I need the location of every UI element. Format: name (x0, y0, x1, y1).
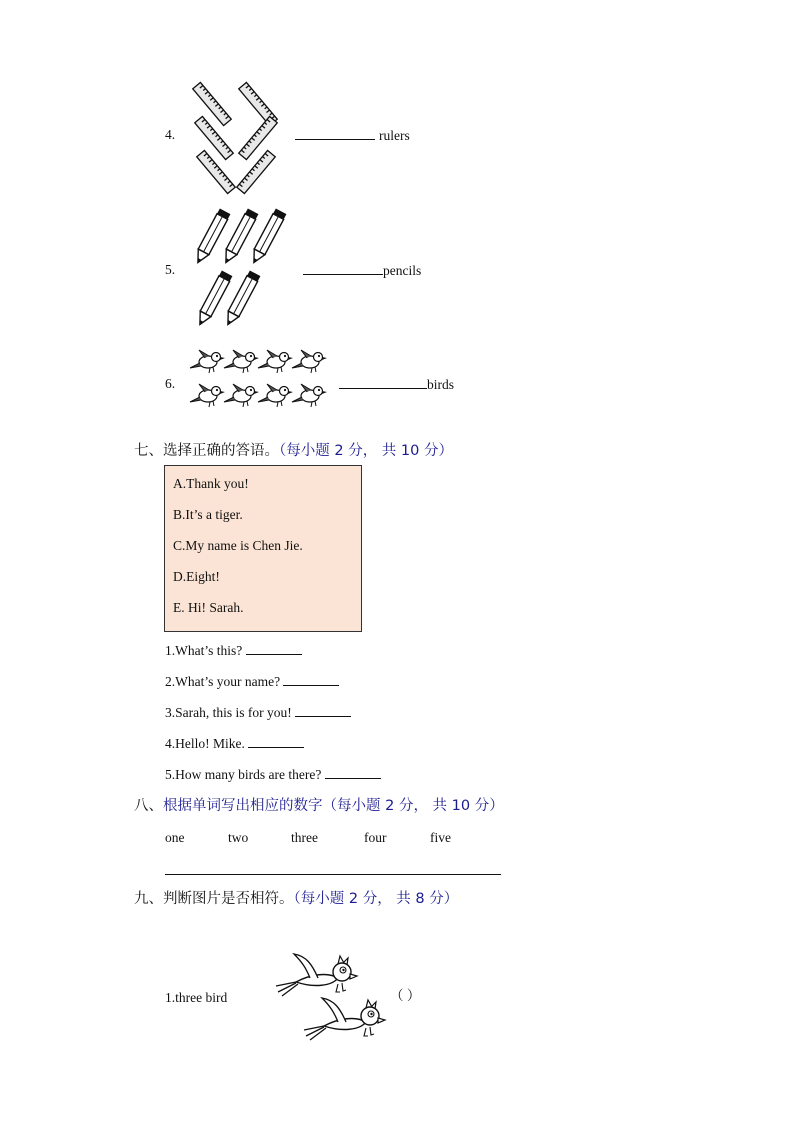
question-5 (165, 766, 381, 783)
section-8-score: （每小题 2 分， 共 10 分） (322, 798, 504, 814)
section-9-number: 九、 (134, 891, 163, 907)
section-9-title: 判断图片是否相符。 (163, 891, 294, 907)
word-one: one (165, 830, 185, 845)
option-d: D.Eight! (173, 569, 220, 584)
question-5-blank[interactable] (325, 766, 381, 779)
question-1-text: 1.What’s this? (165, 643, 243, 658)
option-e: E. Hi! Sarah. (173, 600, 244, 615)
rulers-picture (190, 82, 290, 194)
question-3-text: 3.Sarah, this is for you! (165, 705, 292, 720)
item-6-word: birds (427, 377, 454, 392)
item-6-answer (339, 376, 454, 393)
section-8-heading (134, 797, 504, 815)
section-7-number: 七、 (134, 443, 163, 459)
item-4-number: 4. (165, 127, 176, 142)
section-9-heading (134, 890, 458, 908)
numbers-answer-line[interactable] (165, 874, 501, 875)
item-5-number: 5. (165, 262, 176, 277)
word-four: four (364, 830, 387, 845)
item-4-blank[interactable] (295, 127, 375, 140)
item-4-answer (295, 127, 410, 144)
item-5-answer (303, 262, 421, 279)
question-2-blank[interactable] (283, 673, 339, 686)
pencils-picture (196, 208, 291, 330)
section-7-heading (134, 442, 453, 460)
question-3-blank[interactable] (295, 704, 351, 717)
section-7-title: 选择正确的答语。 (163, 443, 279, 459)
word-five: five (430, 830, 451, 845)
option-b: B.It’s a tiger. (173, 507, 243, 522)
flying-birds-picture (272, 950, 384, 1046)
option-c: C.My name is Chen Jie. (173, 538, 303, 553)
judge-item-1-text: 1.three bird (165, 990, 228, 1005)
question-1-blank[interactable] (246, 642, 302, 655)
question-3 (165, 704, 351, 721)
item-6-number: 6. (165, 376, 176, 391)
item-5-word: pencils (383, 263, 422, 278)
word-three: three (291, 830, 318, 845)
question-5-text: 5.How many birds are there? (165, 767, 322, 782)
judge-item-1-paren[interactable]: （ ） (390, 988, 421, 1003)
option-a: A.Thank you! (173, 476, 249, 491)
section-7-score: （每小题 2 分， 共 10 分） (279, 443, 453, 459)
question-1 (165, 642, 302, 659)
word-two: two (228, 830, 249, 845)
item-6-blank[interactable] (339, 376, 427, 389)
birds-picture (190, 346, 335, 414)
item-5-blank[interactable] (303, 262, 383, 275)
section-9-score: （每小题 2 分， 共 8 分） (293, 891, 459, 907)
section-8-number: 八、 (134, 798, 163, 814)
answer-options-box (164, 465, 362, 632)
item-4-word: rulers (379, 128, 410, 143)
question-4-blank[interactable] (248, 735, 304, 748)
question-4 (165, 735, 304, 752)
section-8-title: 根据单词写出相应的数字 (163, 798, 323, 814)
question-4-text: 4.Hello! Mike. (165, 736, 245, 751)
question-2 (165, 673, 339, 690)
question-2-text: 2.What’s your name? (165, 674, 281, 689)
